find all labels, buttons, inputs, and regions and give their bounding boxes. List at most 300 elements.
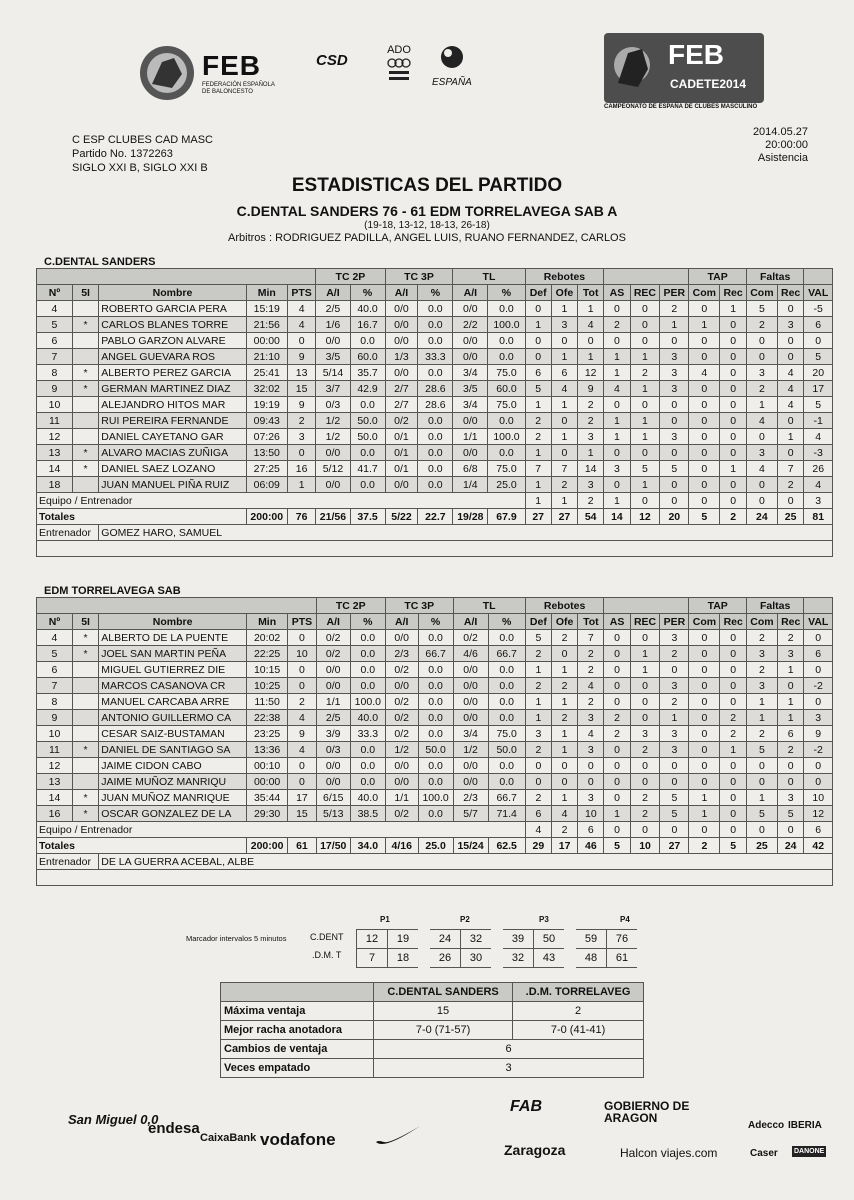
table-cell: 76 xyxy=(287,509,315,525)
table-cell: 1 xyxy=(551,301,577,317)
table-cell: 1 xyxy=(746,710,777,726)
summary-row xyxy=(221,1059,644,1078)
interval-cell: 59 xyxy=(570,930,607,949)
table-row xyxy=(37,790,833,806)
table-cell: 0 xyxy=(630,493,660,509)
table-cell: 0 xyxy=(288,678,316,694)
column-header: A/I xyxy=(385,285,418,301)
table-cell: 27:25 xyxy=(246,461,287,477)
table-cell: 3 xyxy=(578,710,604,726)
table-cell: 0 xyxy=(287,333,315,349)
table-cell: 1/2 xyxy=(453,742,488,758)
table-cell: 7 xyxy=(551,461,577,477)
table-cell: 15/24 xyxy=(453,838,488,854)
summary-value: 7-0 (71-57) xyxy=(374,1021,513,1040)
table-cell: 0 xyxy=(689,381,720,397)
feb-logo-subtitle: FEDERACIÓN ESPAÑOLA DE BALONCESTO xyxy=(202,82,275,95)
table-cell: DANIEL DE SANTIAGO SA xyxy=(99,742,247,758)
table-cell: 3 xyxy=(578,477,604,493)
table-cell: 12 xyxy=(37,758,73,774)
table-cell: 0/0 xyxy=(385,365,418,381)
table-cell: 0.0 xyxy=(350,477,385,493)
table-cell: 0 xyxy=(578,758,604,774)
table-cell: 9 xyxy=(287,397,315,413)
table-cell: 9 xyxy=(37,381,73,397)
table-cell: 4 xyxy=(777,381,804,397)
table-cell: 1 xyxy=(578,445,604,461)
table-cell xyxy=(72,710,98,726)
coach-row xyxy=(37,854,833,870)
column-header: % xyxy=(488,614,525,630)
table-cell: 1/1 xyxy=(316,694,350,710)
table-cell: 0/0 xyxy=(316,445,350,461)
table-row xyxy=(37,678,833,694)
table-cell: 10 xyxy=(37,397,73,413)
table-cell: 17 xyxy=(551,838,577,854)
table-cell: 5/12 xyxy=(316,461,350,477)
table-cell: 0/1 xyxy=(385,445,418,461)
table-cell: 0/2 xyxy=(385,806,418,822)
column-header: PTS xyxy=(287,285,315,301)
table-cell: 0 xyxy=(720,445,747,461)
table-cell: 62.5 xyxy=(488,838,525,854)
summary-value: 2 xyxy=(513,1002,644,1021)
table-cell: 1 xyxy=(525,397,551,413)
table-cell: 2 xyxy=(746,662,777,678)
table-cell: 1 xyxy=(604,493,630,509)
table-row xyxy=(37,397,833,413)
table-cell: 8 xyxy=(37,365,73,381)
table-cell: 0/3 xyxy=(316,397,350,413)
table-cell: 0 xyxy=(720,758,747,774)
coach-row xyxy=(37,525,833,541)
period-label-p1: P1 xyxy=(380,915,390,924)
table-cell: 1 xyxy=(525,445,551,461)
table-cell: 0 xyxy=(720,317,747,333)
table-cell: 0 xyxy=(604,646,630,662)
coach-label: Entrenador xyxy=(37,525,99,541)
table-cell: ANTONIO GUILLERMO CA xyxy=(99,710,247,726)
table-cell: 0 xyxy=(720,646,747,662)
table-row xyxy=(37,461,833,477)
table-cell: 0/0 xyxy=(385,333,418,349)
table-cell: 1 xyxy=(689,806,720,822)
interval-cell: 12 xyxy=(357,930,388,949)
table-cell: 2 xyxy=(525,413,551,429)
table-cell: 0 xyxy=(630,317,660,333)
header-cell: Faltas xyxy=(746,269,804,285)
table-cell: 0 xyxy=(804,662,833,678)
column-header: A/I xyxy=(453,614,488,630)
column-header: VAL xyxy=(804,285,833,301)
table-cell: 0.0 xyxy=(488,694,525,710)
table-cell: 2 xyxy=(525,646,551,662)
table-cell: 0 xyxy=(551,445,577,461)
header-cell xyxy=(804,598,833,614)
table-cell: 29:30 xyxy=(247,806,288,822)
table-cell: 1 xyxy=(604,806,630,822)
table-cell: 1 xyxy=(630,429,660,445)
table-cell: 2 xyxy=(746,381,777,397)
table-cell: 10 xyxy=(630,838,660,854)
table-cell xyxy=(72,758,98,774)
table-cell: 3 xyxy=(578,790,604,806)
table-cell: 07:26 xyxy=(246,429,287,445)
interval-cell: 30 xyxy=(461,949,498,968)
table-cell: 4 xyxy=(804,477,833,493)
table-cell: 2 xyxy=(630,790,660,806)
table-cell: 1 xyxy=(630,413,660,429)
table-cell: MARCOS CASANOVA CR xyxy=(99,678,247,694)
table-cell: 22:38 xyxy=(247,710,288,726)
table-cell: 38.5 xyxy=(350,806,385,822)
column-header: Rec xyxy=(720,614,747,630)
table-cell: 4 xyxy=(287,301,315,317)
table-cell: 2/3 xyxy=(385,646,418,662)
table-cell: 9 xyxy=(287,349,315,365)
table-cell: 0.0 xyxy=(488,413,525,429)
table-cell: * xyxy=(72,806,98,822)
table-cell: 0 xyxy=(660,758,689,774)
match-score-title: C.DENTAL SANDERS 76 - 61 EDM TORRELAVEGA SAB A xyxy=(236,203,618,219)
table-cell: 6 xyxy=(525,806,551,822)
table-cell: 0/2 xyxy=(385,662,418,678)
table-cell: 5 xyxy=(746,301,777,317)
table-cell: 0 xyxy=(525,758,551,774)
table-cell: 4 xyxy=(37,301,73,317)
table-cell: 2 xyxy=(551,710,577,726)
table-cell: 22.7 xyxy=(418,509,453,525)
table-cell: 0 xyxy=(551,758,577,774)
table-cell: 1 xyxy=(630,646,660,662)
table-cell: 1/2 xyxy=(316,429,350,445)
column-header: % xyxy=(350,285,385,301)
table-cell: 5 xyxy=(525,630,551,646)
table-cell: 4 xyxy=(578,678,604,694)
table-cell: 0.0 xyxy=(418,662,453,678)
column-header: Rec xyxy=(777,614,804,630)
table-cell: 2 xyxy=(287,413,315,429)
table-cell: 1 xyxy=(551,662,577,678)
table-cell: 35:44 xyxy=(247,790,288,806)
table-cell: 1 xyxy=(525,662,551,678)
table-cell: 5 xyxy=(525,381,551,397)
table-cell: 0 xyxy=(604,790,630,806)
period-scores: (19-18, 13-12, 18-13, 26-18) xyxy=(364,220,490,231)
table-cell: 0 xyxy=(777,349,804,365)
table-cell: 0 xyxy=(746,758,777,774)
table-cell: 46 xyxy=(578,838,604,854)
espana-sun-icon xyxy=(437,42,467,72)
table-row xyxy=(37,381,833,397)
table-cell: 2 xyxy=(525,678,551,694)
table-cell: MIGUEL GUTIERREZ DIE xyxy=(99,662,247,678)
table-cell: 0 xyxy=(630,694,660,710)
table-cell: 1 xyxy=(720,301,747,317)
table-cell: 2 xyxy=(630,365,660,381)
table-cell: 50.0 xyxy=(350,413,385,429)
table-cell: 50.0 xyxy=(350,429,385,445)
table-cell: 1 xyxy=(551,790,577,806)
table-cell: 12 xyxy=(630,509,660,525)
table-cell: 28.6 xyxy=(418,381,453,397)
table-cell: * xyxy=(72,630,98,646)
table-cell: 0 xyxy=(551,646,577,662)
table-cell: 0 xyxy=(720,333,747,349)
column-header: Nombre xyxy=(99,614,247,630)
table-cell: 0 xyxy=(777,301,804,317)
table-cell: 0 xyxy=(288,758,316,774)
table-cell: 3 xyxy=(578,429,604,445)
table-cell: 60.0 xyxy=(488,381,525,397)
table-cell: 27 xyxy=(660,838,689,854)
table-cell: 0 xyxy=(804,774,833,790)
table-cell: 2/2 xyxy=(453,317,488,333)
blank-row xyxy=(37,541,833,557)
table-cell: 0.0 xyxy=(350,662,385,678)
table-cell: 0 xyxy=(720,429,747,445)
table-cell: * xyxy=(72,742,98,758)
table-cell: 0 xyxy=(604,822,630,838)
table-cell: 6 xyxy=(525,365,551,381)
table-cell: 3/4 xyxy=(453,365,488,381)
table-cell: 0/0 xyxy=(453,774,488,790)
table-cell: 0 xyxy=(689,662,720,678)
table-cell: 0 xyxy=(720,477,747,493)
table-cell: 2 xyxy=(551,630,577,646)
table-cell: 0 xyxy=(689,726,720,742)
table-cell: 5 xyxy=(689,509,720,525)
table-cell: 0 xyxy=(777,774,804,790)
table-cell: 2 xyxy=(746,630,777,646)
table-cell: 1 xyxy=(660,710,689,726)
table-cell: 1 xyxy=(604,429,630,445)
table-cell: 0 xyxy=(689,397,720,413)
table-cell: 1 xyxy=(287,477,315,493)
table-cell: 5 xyxy=(630,461,660,477)
table-cell: 15 xyxy=(288,806,316,822)
table-cell: 10:15 xyxy=(247,662,288,678)
table-cell: 0.0 xyxy=(418,678,453,694)
cadete-lion-icon xyxy=(610,39,654,97)
table-cell: 0 xyxy=(746,822,777,838)
table-cell: 0 xyxy=(720,662,747,678)
column-header-row xyxy=(37,614,833,630)
table-cell: 0 xyxy=(604,477,630,493)
table-cell: 0 xyxy=(777,413,804,429)
sponsor-danone: DANONE xyxy=(794,1148,825,1155)
table-cell: 9 xyxy=(288,726,316,742)
table-row xyxy=(37,726,833,742)
table-cell: 0.0 xyxy=(488,333,525,349)
table-cell: 3/9 xyxy=(316,726,350,742)
table-cell: * xyxy=(72,461,98,477)
column-header: VAL xyxy=(804,614,833,630)
table-cell: 0 xyxy=(689,710,720,726)
table-cell: 1 xyxy=(777,710,804,726)
table-cell: 0/1 xyxy=(385,429,418,445)
table-cell: 0 xyxy=(720,678,747,694)
table-cell: 25 xyxy=(777,509,804,525)
table-cell: 2 xyxy=(746,317,777,333)
header-cell xyxy=(37,598,317,614)
summary-header: C.DENTAL SANDERS xyxy=(374,983,513,1002)
table-cell: 0/0 xyxy=(316,678,350,694)
table-cell: 21:56 xyxy=(246,317,287,333)
table-cell: 4/6 xyxy=(453,646,488,662)
table-cell: 14 xyxy=(604,509,630,525)
table-cell: 67.9 xyxy=(488,509,525,525)
table-cell: 0 xyxy=(578,774,604,790)
table-cell: 0.0 xyxy=(418,301,453,317)
cadete-logo-text: FEB xyxy=(668,39,724,70)
team2-stats-table xyxy=(36,597,833,886)
header-cell: TAP xyxy=(689,269,747,285)
table-cell: 21/56 xyxy=(316,509,350,525)
table-cell: 0.0 xyxy=(350,774,385,790)
table-cell: 3 xyxy=(604,461,630,477)
table-cell: 0 xyxy=(689,301,720,317)
sponsor-vodafone: vodafone xyxy=(260,1130,336,1149)
header-cell: TAP xyxy=(689,598,747,614)
table-cell: 0 xyxy=(746,477,777,493)
table-cell: 0/0 xyxy=(453,678,488,694)
table-cell: 5 xyxy=(660,790,689,806)
table-cell: 0/2 xyxy=(385,413,418,429)
table-cell: 0.0 xyxy=(488,662,525,678)
match-datetime xyxy=(753,126,808,165)
table-cell: 0 xyxy=(720,822,747,838)
table-cell: 8 xyxy=(37,694,73,710)
table-cell: 2 xyxy=(630,806,660,822)
table-cell: 0 xyxy=(746,774,777,790)
table-cell: 09:43 xyxy=(246,413,287,429)
table-cell: 0 xyxy=(525,333,551,349)
table-cell: 1/1 xyxy=(385,790,418,806)
table-cell: 1 xyxy=(660,317,689,333)
group-header-row xyxy=(37,269,833,285)
table-cell: 0 xyxy=(660,477,689,493)
team2-name: EDM TORRELAVEGA SAB xyxy=(44,585,181,597)
table-cell: 0/2 xyxy=(385,726,418,742)
column-header: Tot xyxy=(578,285,604,301)
table-cell: 0 xyxy=(689,694,720,710)
table-cell: 0 xyxy=(777,333,804,349)
summary-label: Veces empatado xyxy=(221,1059,374,1078)
table-cell: 0/2 xyxy=(453,630,488,646)
table-cell: 75.0 xyxy=(488,461,525,477)
table-cell: 6/8 xyxy=(453,461,488,477)
table-cell: 4 xyxy=(525,822,551,838)
table-cell: 2 xyxy=(777,630,804,646)
table-cell: 7 xyxy=(777,461,804,477)
table-cell: 3 xyxy=(525,726,551,742)
table-cell: 1 xyxy=(551,726,577,742)
table-cell: 26 xyxy=(804,461,833,477)
table-cell: 0/1 xyxy=(385,461,418,477)
table-cell: OSCAR GONZALEZ DE LA xyxy=(99,806,247,822)
table-cell: 0.0 xyxy=(488,758,525,774)
table-cell: 1 xyxy=(777,429,804,445)
table-row xyxy=(37,758,833,774)
table-cell: 3/5 xyxy=(316,349,350,365)
table-cell: * xyxy=(72,317,98,333)
table-cell: 19:19 xyxy=(246,397,287,413)
ado-logo xyxy=(386,44,412,91)
table-cell: DANIEL CAYETANO GAR xyxy=(99,429,246,445)
table-cell: 13 xyxy=(287,365,315,381)
table-cell: 0 xyxy=(689,413,720,429)
table-cell xyxy=(72,726,98,742)
table-cell: 0.0 xyxy=(418,461,453,477)
table-cell: 0 xyxy=(689,742,720,758)
table-cell: 2 xyxy=(720,726,747,742)
table-cell: 5 xyxy=(604,838,630,854)
table-cell: 5/13 xyxy=(316,806,350,822)
table-cell: 2/7 xyxy=(385,397,418,413)
table-cell: 13 xyxy=(37,774,73,790)
interval-cell: 19 xyxy=(388,930,425,949)
interval-cell: 39 xyxy=(497,930,534,949)
table-cell: 1 xyxy=(525,317,551,333)
table-row xyxy=(37,710,833,726)
table-cell: 4 xyxy=(804,429,833,445)
column-header: Min xyxy=(246,285,287,301)
column-header: A/I xyxy=(316,285,350,301)
table-cell: 10:25 xyxy=(247,678,288,694)
table-cell: 0.0 xyxy=(418,806,453,822)
table-cell: 3 xyxy=(804,493,833,509)
table-cell: 3 xyxy=(660,381,689,397)
table-cell: 0/0 xyxy=(453,758,488,774)
table-cell: 34.0 xyxy=(350,838,385,854)
header-cell xyxy=(604,598,689,614)
header-cell: TL xyxy=(453,269,525,285)
table-cell: 0.0 xyxy=(418,365,453,381)
table-cell: 0.0 xyxy=(350,758,385,774)
sponsor-gobierno-aragon: GOBIERNO DE ARAGON xyxy=(604,1099,690,1125)
team-row xyxy=(37,493,833,509)
table-cell: 3 xyxy=(746,365,777,381)
table-cell: 0 xyxy=(804,694,833,710)
table-cell xyxy=(72,774,98,790)
table-cell: 0/2 xyxy=(385,710,418,726)
table-cell: 0 xyxy=(630,678,660,694)
table-cell: 3 xyxy=(660,630,689,646)
coach-name: GOMEZ HARO, SAMUEL xyxy=(99,525,833,541)
table-cell: 6 xyxy=(777,726,804,742)
table-cell: 0 xyxy=(604,678,630,694)
header-cell xyxy=(221,983,374,1002)
table-cell: 1 xyxy=(525,477,551,493)
table-cell: 50.0 xyxy=(418,742,453,758)
summary-header: .D.M. TORRELAVEG xyxy=(513,983,644,1002)
match-time: 20:00:00 xyxy=(765,139,808,151)
table-row xyxy=(37,333,833,349)
table-cell: 10 xyxy=(804,790,833,806)
table-cell: GERMAN MARTINEZ DIAZ xyxy=(99,381,246,397)
table-cell: 200:00 xyxy=(247,838,288,854)
column-header: Min xyxy=(247,614,288,630)
column-header: PER xyxy=(660,285,689,301)
table-cell: * xyxy=(72,381,98,397)
table-cell: 0 xyxy=(604,662,630,678)
table-cell: 0 xyxy=(720,349,747,365)
table-cell: 1 xyxy=(551,397,577,413)
table-cell: 0 xyxy=(720,774,747,790)
interval-cell: 50 xyxy=(534,930,571,949)
table-cell: 1 xyxy=(777,662,804,678)
